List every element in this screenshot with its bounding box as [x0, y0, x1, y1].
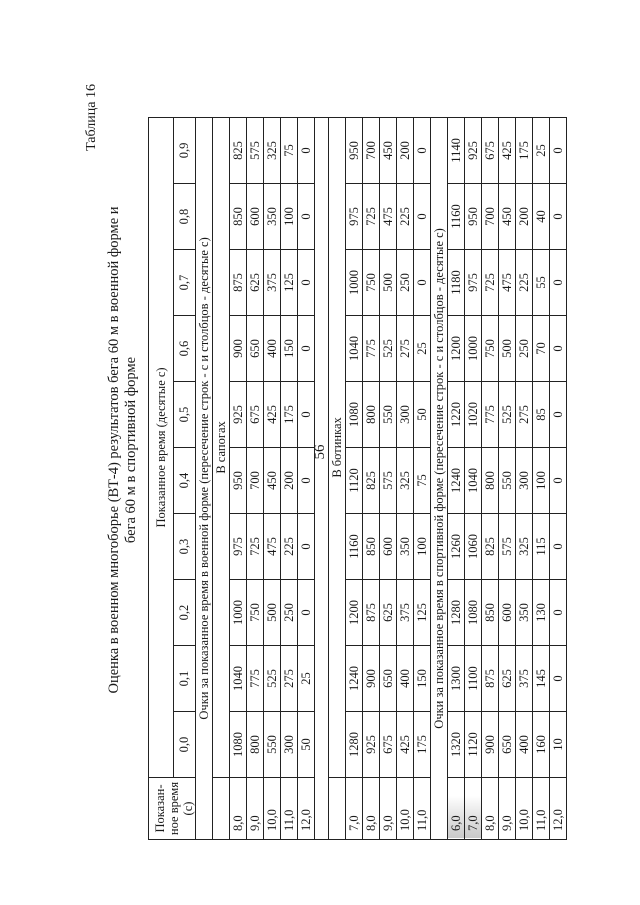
score-cell: 250: [516, 316, 533, 382]
score-cell: 0: [298, 382, 315, 448]
score-cell: 375: [397, 580, 414, 646]
score-cell: 775: [247, 646, 264, 712]
score-cell: 0: [550, 382, 567, 448]
score-cell: 950: [465, 184, 482, 250]
time-cell: 10,0: [516, 778, 533, 840]
score-cell: 275: [397, 316, 414, 382]
score-cell: 1280: [346, 712, 363, 778]
time-cell: 12,0: [550, 778, 567, 840]
time-cell: 9,0: [380, 778, 397, 840]
score-cell: 0: [550, 184, 567, 250]
score-cell: 25: [414, 316, 431, 382]
score-cell: 0: [414, 250, 431, 316]
score-cell: 1080: [346, 382, 363, 448]
score-cell: 925: [465, 117, 482, 183]
score-cell: 75: [414, 448, 431, 514]
score-cell: 700: [482, 184, 499, 250]
score-cell: 275: [516, 382, 533, 448]
score-cell: 1180: [448, 250, 465, 316]
score-cell: 600: [499, 580, 516, 646]
score-cell: 900: [230, 316, 247, 382]
score-cell: 725: [482, 250, 499, 316]
score-cell: 1040: [465, 448, 482, 514]
score-cell: 350: [397, 514, 414, 580]
time-cell: 10,0: [264, 778, 281, 840]
score-cell: 0: [550, 117, 567, 183]
score-cell: 300: [281, 712, 298, 778]
score-cell: 675: [482, 117, 499, 183]
score-cell: 525: [264, 646, 281, 712]
score-cell: 100: [414, 514, 431, 580]
score-cell: 1200: [448, 316, 465, 382]
time-cell: 8,0: [363, 778, 380, 840]
note-sport-uniform-row: [431, 117, 448, 839]
score-cell: 250: [397, 250, 414, 316]
score-cell: 225: [516, 250, 533, 316]
note-military-uniform: Очки за показанное время в военной форме (пересечение строк - с и столбцов - десятые с): [196, 117, 213, 839]
header-tenth-cell: 0,5: [173, 382, 195, 448]
score-cell: 475: [499, 250, 516, 316]
score-cell: 875: [482, 646, 499, 712]
score-cell: 25: [533, 117, 550, 183]
time-cell: 8,0: [230, 778, 247, 840]
score-cell: 1000: [465, 316, 482, 382]
header-tenth-cell: 0,0: [173, 712, 195, 778]
score-cell: 0: [298, 514, 315, 580]
score-cell: 0: [550, 250, 567, 316]
table-row: [448, 117, 465, 839]
score-cell: 1040: [346, 316, 363, 382]
header-tenth-cell: 0,4: [173, 448, 195, 514]
score-cell: 1300: [448, 646, 465, 712]
score-cell: 0: [298, 448, 315, 514]
score-cell: 550: [499, 448, 516, 514]
table-row: [414, 117, 431, 839]
score-cell: 600: [380, 514, 397, 580]
score-cell: 1240: [448, 448, 465, 514]
time-cell: 7,0: [346, 778, 363, 840]
score-cell: 550: [264, 712, 281, 778]
score-cell: 1160: [448, 184, 465, 250]
table-title-line-2: бега 60 м в спортивной форме: [123, 356, 139, 544]
score-cell: 975: [346, 184, 363, 250]
score-cell: 775: [363, 316, 380, 382]
score-cell: 400: [264, 316, 281, 382]
section-boots-sapogi-row: [213, 117, 230, 839]
score-cell: 850: [363, 514, 380, 580]
score-cell: 1000: [230, 580, 247, 646]
score-cell: 800: [247, 712, 264, 778]
score-cell: 725: [247, 514, 264, 580]
table-row: [550, 117, 567, 839]
score-cell: 525: [499, 382, 516, 448]
score-cell: 1140: [448, 117, 465, 183]
score-cell: 225: [397, 184, 414, 250]
score-cell: 400: [397, 646, 414, 712]
score-cell: 950: [230, 448, 247, 514]
header-tenth-cell: 0,1: [173, 646, 195, 712]
score-cell: 425: [397, 712, 414, 778]
table-row: [230, 117, 247, 839]
score-cell: 775: [482, 382, 499, 448]
score-cell: 0: [414, 117, 431, 183]
score-cell: 150: [281, 316, 298, 382]
score-cell: 1220: [448, 382, 465, 448]
score-cell: 1040: [230, 646, 247, 712]
page-number: 56: [311, 444, 328, 460]
score-cell: 900: [482, 712, 499, 778]
score-cell: 10: [550, 712, 567, 778]
score-cell: 800: [363, 382, 380, 448]
score-cell: 425: [264, 382, 281, 448]
score-cell: 975: [230, 514, 247, 580]
score-cell: 275: [281, 646, 298, 712]
score-cell: 650: [499, 712, 516, 778]
table-row: [281, 117, 298, 839]
score-cell: 70: [533, 316, 550, 382]
time-cell: 10,0: [397, 778, 414, 840]
score-cell: 1280: [448, 580, 465, 646]
score-cell: 125: [281, 250, 298, 316]
score-cell: 700: [363, 117, 380, 183]
score-cell: 450: [380, 117, 397, 183]
score-cell: 1260: [448, 514, 465, 580]
score-cell: 225: [281, 514, 298, 580]
score-cell: 0: [298, 580, 315, 646]
section-boots-botinki-row: [329, 117, 346, 839]
score-cell: 325: [516, 514, 533, 580]
score-cell: 450: [264, 448, 281, 514]
section-boots-botinki: В ботинках: [329, 117, 346, 777]
score-cell: 350: [264, 184, 281, 250]
score-cell: 200: [516, 184, 533, 250]
score-cell: 25: [298, 646, 315, 712]
score-cell: 950: [346, 117, 363, 183]
header-row-group: [149, 117, 174, 839]
score-cell: 100: [533, 448, 550, 514]
time-cell: 8,0: [482, 778, 499, 840]
score-cell: 850: [230, 184, 247, 250]
score-cell: 1020: [465, 382, 482, 448]
score-cell: 85: [533, 382, 550, 448]
score-cell: 625: [247, 250, 264, 316]
note-sport-uniform: Очки за показанное время в спортивной форме (пересечение строк - с и столбцов - десятые с): [431, 117, 448, 839]
time-cell: 9,0: [247, 778, 264, 840]
header-tenth-cell: 0,9: [173, 117, 195, 183]
score-cell: 500: [380, 250, 397, 316]
score-cell: 675: [380, 712, 397, 778]
header-time-column: Показан-ное время (с): [149, 778, 196, 840]
score-cell: 850: [482, 580, 499, 646]
score-cell: 375: [516, 646, 533, 712]
score-cell: 500: [499, 316, 516, 382]
score-cell: 375: [264, 250, 281, 316]
score-cell: 1320: [448, 712, 465, 778]
rotated-table-page: [80, 70, 565, 840]
score-cell: 250: [281, 580, 298, 646]
score-cell: 625: [499, 646, 516, 712]
score-cell: 750: [247, 580, 264, 646]
score-cell: 150: [414, 646, 431, 712]
score-cell: 550: [380, 382, 397, 448]
score-cell: 725: [363, 184, 380, 250]
spacer-row: [315, 117, 329, 839]
table-row: [516, 117, 533, 839]
score-cell: 55: [533, 250, 550, 316]
score-cell: 500: [264, 580, 281, 646]
score-cell: 175: [516, 117, 533, 183]
score-cell: 175: [414, 712, 431, 778]
score-cell: 475: [264, 514, 281, 580]
score-cell: 325: [397, 448, 414, 514]
score-cell: 200: [281, 448, 298, 514]
score-cell: 1120: [465, 712, 482, 778]
score-cell: 575: [499, 514, 516, 580]
score-cell: 0: [298, 184, 315, 250]
score-cell: 450: [499, 184, 516, 250]
score-cell: 425: [499, 117, 516, 183]
score-cell: 0: [298, 250, 315, 316]
score-cell: 1000: [346, 250, 363, 316]
time-cell: 11,0: [414, 778, 431, 840]
score-cell: 650: [380, 646, 397, 712]
table-row: [533, 117, 550, 839]
score-cell: 300: [516, 448, 533, 514]
table-row: [363, 117, 380, 839]
time-cell: 11,0: [281, 778, 298, 840]
time-cell: 11,0: [533, 778, 550, 840]
score-cell: 700: [247, 448, 264, 514]
score-table: [148, 117, 567, 840]
score-cell: 625: [380, 580, 397, 646]
score-cell: 825: [230, 117, 247, 183]
table-row: [465, 117, 482, 839]
score-cell: 160: [533, 712, 550, 778]
score-cell: 350: [516, 580, 533, 646]
score-cell: 925: [363, 712, 380, 778]
table-row: [499, 117, 516, 839]
score-cell: 900: [363, 646, 380, 712]
time-cell: 7,0: [465, 778, 482, 840]
score-cell: 115: [533, 514, 550, 580]
score-cell: 0: [550, 514, 567, 580]
score-cell: 1160: [346, 514, 363, 580]
score-cell: 125: [414, 580, 431, 646]
score-cell: 650: [247, 316, 264, 382]
header-tenth-cell: 0,7: [173, 250, 195, 316]
table-title-line-1: Оценка в военном многоборье (ВТ-4) результатов бега 60 м в военной форме и: [106, 206, 122, 694]
score-cell: 0: [298, 316, 315, 382]
score-cell: 40: [533, 184, 550, 250]
score-cell: 300: [397, 382, 414, 448]
table-row: [298, 117, 315, 839]
score-cell: 600: [247, 184, 264, 250]
header-row-tenths: [173, 117, 195, 839]
score-cell: 75: [281, 117, 298, 183]
score-cell: 675: [247, 382, 264, 448]
header-tenth-cell: 0,3: [173, 514, 195, 580]
score-cell: 800: [482, 448, 499, 514]
score-cell: 50: [298, 712, 315, 778]
score-cell: 1200: [346, 580, 363, 646]
score-cell: 825: [482, 514, 499, 580]
table-row: [482, 117, 499, 839]
empty-cell: [213, 778, 230, 840]
score-cell: 575: [247, 117, 264, 183]
score-cell: 0: [550, 448, 567, 514]
table-row: [380, 117, 397, 839]
table-row: [397, 117, 414, 839]
score-cell: 100: [281, 184, 298, 250]
score-cell: 400: [516, 712, 533, 778]
table-row: [346, 117, 363, 839]
empty-cell: [329, 778, 346, 840]
score-cell: 0: [550, 646, 567, 712]
header-tenth-cell: 0,6: [173, 316, 195, 382]
score-cell: 525: [380, 316, 397, 382]
score-cell: 475: [380, 184, 397, 250]
section-boots-sapogi: В сапогах: [213, 117, 230, 777]
score-cell: 825: [363, 448, 380, 514]
header-tenths-group: Показанное время (десятые с): [149, 117, 174, 777]
score-cell: 1240: [346, 646, 363, 712]
score-cell: 750: [482, 316, 499, 382]
score-cell: 750: [363, 250, 380, 316]
table-label: Таблица 16: [84, 84, 99, 151]
score-cell: 1060: [465, 514, 482, 580]
score-cell: 0: [550, 316, 567, 382]
time-cell: 6,0: [448, 778, 465, 840]
table-row: [264, 117, 281, 839]
table-title: [106, 100, 140, 800]
score-cell: 1080: [465, 580, 482, 646]
score-cell: 50: [414, 382, 431, 448]
score-cell: 975: [465, 250, 482, 316]
score-cell: 0: [414, 184, 431, 250]
header-tenth-cell: 0,8: [173, 184, 195, 250]
score-cell: 1120: [346, 448, 363, 514]
score-cell: 875: [363, 580, 380, 646]
header-tenth-cell: 0,2: [173, 580, 195, 646]
score-cell: 200: [397, 117, 414, 183]
score-cell: 0: [550, 580, 567, 646]
score-cell: 925: [230, 382, 247, 448]
score-cell: 130: [533, 580, 550, 646]
score-cell: 325: [264, 117, 281, 183]
score-cell: 1080: [230, 712, 247, 778]
score-cell: 175: [281, 382, 298, 448]
score-cell: 575: [380, 448, 397, 514]
time-cell: 9,0: [499, 778, 516, 840]
score-cell: 145: [533, 646, 550, 712]
table-row: [247, 117, 264, 839]
spacer-cell: [315, 117, 329, 839]
time-cell: 12,0: [298, 778, 315, 840]
note-military-uniform-row: [196, 117, 213, 839]
score-cell: 1100: [465, 646, 482, 712]
score-cell: 0: [298, 117, 315, 183]
score-cell: 875: [230, 250, 247, 316]
